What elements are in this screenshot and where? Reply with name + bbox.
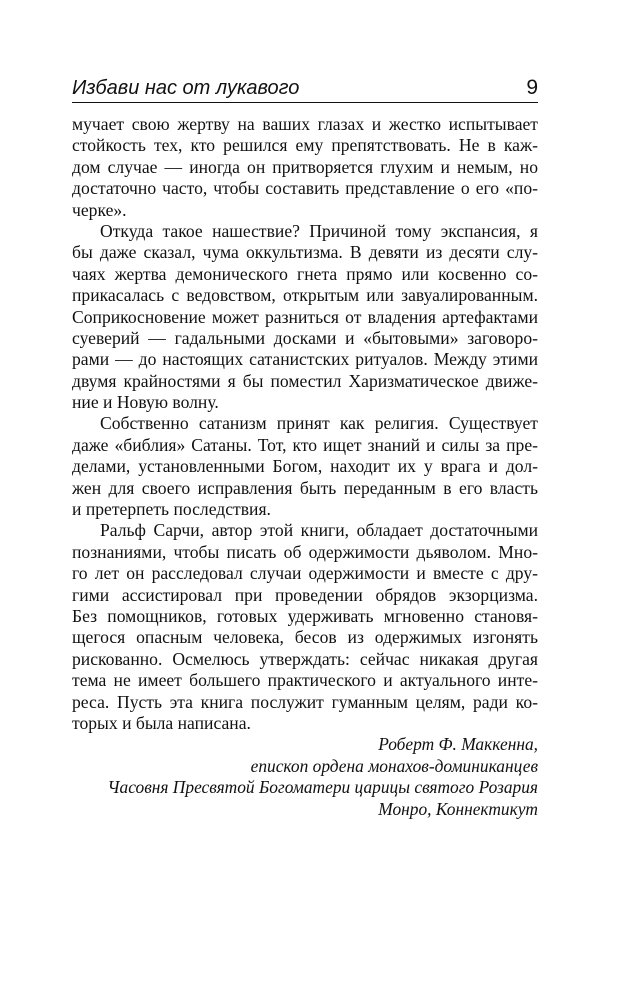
text-line: Ральф Сарчи, автор этой книги, обладает достаточными: [100, 520, 538, 541]
text-line: жен для своего исправления быть переданным в его власть: [72, 477, 538, 498]
text-line: Без помощников, готовых удерживать мгновенно становя-: [72, 605, 538, 626]
text-line: прикасалась с ведовством, открытым или завуалированным.: [72, 285, 538, 306]
running-title: Избави нас от лукавого: [72, 77, 300, 99]
text-line: Соприкосновение может разниться от владения артефактами: [72, 306, 538, 327]
text-line: суеверий — гадальными досками и «бытовыми» заговоро-: [72, 327, 538, 348]
text-line: бы даже сказал, чума оккультизма. В девяти из десяти слу-: [72, 242, 538, 263]
signature-block: [72, 734, 538, 820]
text-line: ние и Новую волну.: [72, 392, 219, 413]
text-line: рискованно. Осмелюсь утверждать: сейчас никакая другая: [72, 648, 538, 669]
signature-place: Часовня Пресвятой Богоматери царицы святого Розария: [107, 777, 538, 798]
text-line: стойкость тех, кто решился ему препятствовать. Не в каж-: [72, 135, 538, 156]
signature-city: Монро, Коннектикут: [378, 798, 538, 819]
text-line: достаточно часто, чтобы составить представление о его «по-: [72, 178, 538, 199]
text-line: даже «библия» Сатаны. Тот, кто ищет знаний и силы за пре-: [72, 434, 538, 455]
text-line: мучает свою жертву на ваших глазах и жестко испытывает: [72, 114, 538, 134]
text-line: щегося опасным человека, бесов из одержимых изгонять: [72, 627, 538, 648]
text-line: и претерпеть последствия.: [72, 499, 271, 520]
paragraph-3: [72, 413, 538, 520]
text-line: дом случае — иногда он притворяется глухим и немым, но: [72, 156, 538, 177]
text-line: делами, установленными Богом, находит их у врага и дол-: [72, 456, 538, 477]
page-number: 9: [526, 76, 538, 99]
signature-name: Роберт Ф. Маккенна,: [378, 734, 538, 755]
text-line: гими ассистировал при проведении обрядов экзорцизма.: [72, 584, 538, 605]
text-line: рами — до настоящих сатанистских ритуалов. Между этими: [72, 349, 538, 370]
paragraph-4: [72, 520, 538, 734]
text-line: тема не имеет большего практического и актуального инте-: [72, 670, 538, 691]
text-line: торых и была написана.: [72, 712, 251, 733]
paragraph-2: [72, 221, 538, 414]
paragraph-1: [72, 114, 538, 221]
text-line: го лет он расследовал случаи одержимости и вместе с дру-: [72, 563, 538, 584]
book-page: [72, 70, 538, 820]
text-line: двумя крайностями я бы поместил Харизматическое движе-: [72, 370, 538, 391]
text-line: реса. Пусть эта книга послужит гуманным целям, ради ко-: [72, 691, 538, 712]
text-line: черке».: [72, 199, 127, 220]
running-head: [72, 70, 538, 103]
text-line: Собственно сатанизм принят как религия. Существует: [100, 413, 538, 434]
text-line: познаниями, чтобы писать об одержимости дьяволом. Мно-: [72, 541, 538, 562]
signature-role: епископ ордена монахов-доминиканцев: [250, 755, 538, 776]
text-line: чаях жертва демонического гнета прямо или косвенно со-: [72, 263, 538, 284]
text-line: Откуда такое нашествие? Причиной тому экспансия, я: [100, 220, 538, 241]
body-text: [72, 114, 538, 734]
